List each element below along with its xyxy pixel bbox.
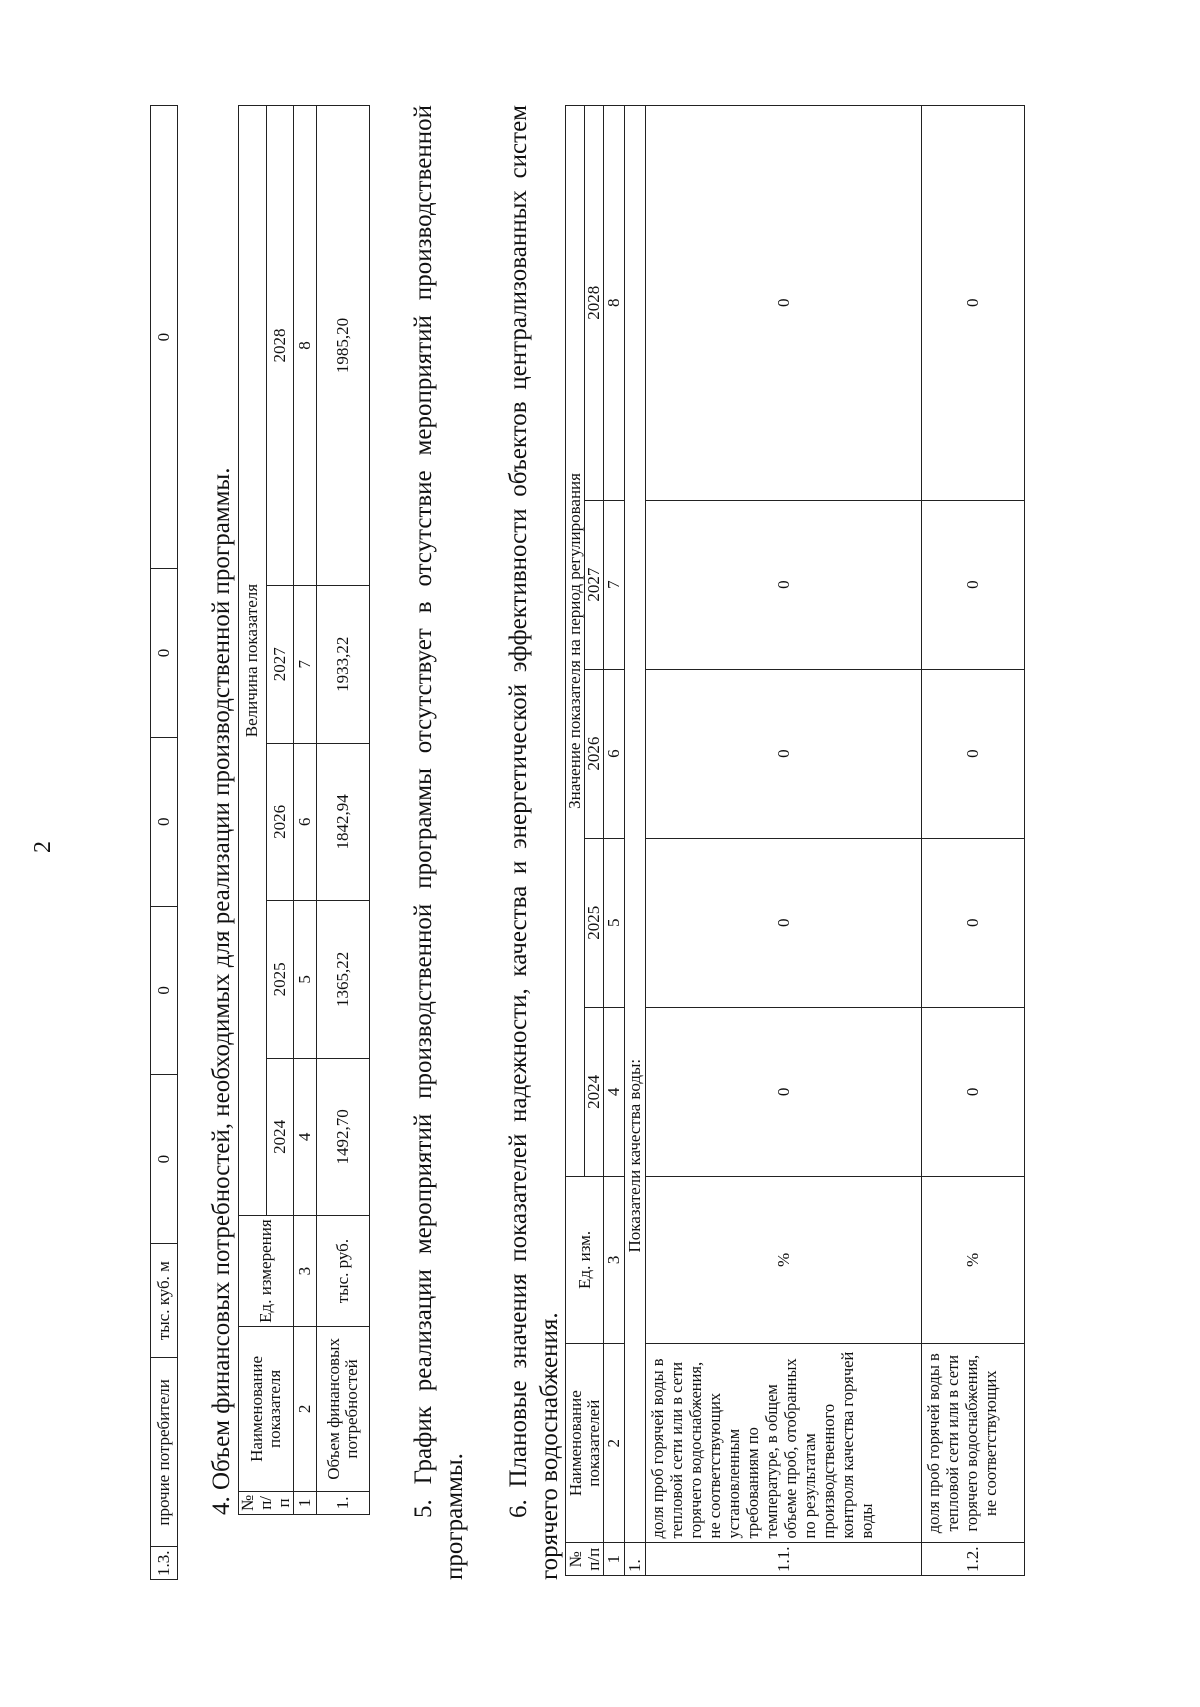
header-2025: 2025	[585, 838, 604, 1007]
index-cell: 6	[604, 669, 625, 838]
index-cell: 4	[294, 1058, 317, 1216]
index-cell: 7	[294, 586, 317, 744]
financial-needs-table	[238, 105, 370, 1515]
table-row	[317, 106, 370, 1515]
group-number: 1.	[625, 1543, 646, 1576]
header-number: № п/п	[566, 1543, 604, 1576]
row-name: Объем финансовых потребностей	[317, 1327, 370, 1492]
page-number: 2	[30, 841, 56, 853]
header-2028: 2028	[266, 106, 294, 586]
index-cell: 7	[604, 500, 625, 669]
index-cell: 8	[604, 106, 625, 501]
header-unit: Ед. измерения	[239, 1216, 294, 1327]
row-number: 1.	[317, 1491, 370, 1514]
section-6-heading: 6. Плановые значения показателей надежности, качества и энергетической эффективности объектов централизованных систем горячего водоснабжения.	[505, 105, 563, 1580]
header-group: Величина показателя	[239, 106, 267, 1216]
row-unit: %	[922, 1176, 1025, 1343]
value-2028: 1985,20	[317, 106, 370, 586]
index-cell: 3	[294, 1216, 317, 1327]
value-2026: 1842,94	[317, 743, 370, 901]
header-2027: 2027	[266, 586, 294, 744]
header-group: Значение показателя на период регулирования	[566, 106, 585, 1177]
value-2026: 0	[922, 669, 1025, 838]
row-name: доля проб горячей воды в тепловой сети или в сети горячего водоснабжения, не соответствующих	[922, 1343, 1025, 1543]
section-5-text: 5. График реализации мероприятий производственной программы отсутствует в отсутствие мероприятий производственной программы.	[410, 105, 468, 1580]
row-number: 1.1.	[646, 1543, 922, 1576]
value-2027: 0	[646, 500, 922, 669]
value-2025: 0	[151, 906, 178, 1075]
header-name: Наименование показателей	[566, 1343, 604, 1543]
row-unit: %	[646, 1176, 922, 1343]
row-number: 1.3.	[151, 1547, 178, 1580]
index-row	[604, 106, 625, 1576]
value-2024: 0	[646, 1007, 922, 1176]
row-name: прочие потребители	[151, 1358, 178, 1547]
index-cell: 6	[294, 743, 317, 901]
header-unit: Ед. изм.	[566, 1176, 604, 1343]
header-name: Наименование показателя	[239, 1327, 294, 1492]
header-2028: 2028	[585, 106, 604, 501]
index-cell: 5	[604, 838, 625, 1007]
group-row	[625, 106, 646, 1576]
index-cell: 2	[294, 1327, 317, 1492]
header-2024: 2024	[266, 1058, 294, 1216]
index-row	[294, 106, 317, 1515]
value-2024: 1492,70	[317, 1058, 370, 1216]
index-cell: 1	[294, 1491, 317, 1514]
value-2024: 0	[151, 1075, 178, 1244]
value-2024: 0	[922, 1007, 1025, 1176]
header-row	[239, 106, 267, 1515]
index-cell: 1	[604, 1543, 625, 1576]
value-2025: 0	[922, 838, 1025, 1007]
header-2026: 2026	[585, 669, 604, 838]
index-cell: 5	[294, 901, 317, 1059]
row-unit: тыс. руб.	[317, 1216, 370, 1327]
previous-table-fragment	[150, 105, 178, 1580]
group-label: Показатели качества воды:	[625, 106, 646, 1544]
quality-indicators-table	[565, 105, 1025, 1576]
value-2026: 0	[646, 669, 922, 838]
table-row	[151, 106, 178, 1580]
header-2024: 2024	[585, 1007, 604, 1176]
row-number: 1.2.	[922, 1543, 1025, 1576]
header-row	[566, 106, 585, 1576]
value-2027: 1933,22	[317, 586, 370, 744]
row-unit: тыс. куб. м	[151, 1243, 178, 1357]
value-2027: 0	[922, 500, 1025, 669]
index-cell: 2	[604, 1343, 625, 1543]
value-2026: 0	[151, 737, 178, 906]
header-2026: 2026	[266, 743, 294, 901]
rotated-content	[30, 100, 1170, 1580]
table-row	[646, 106, 922, 1576]
header-2025: 2025	[266, 901, 294, 1059]
header-number: № п/п	[239, 1491, 294, 1514]
table-row	[922, 106, 1025, 1576]
value-2025: 1365,22	[317, 901, 370, 1059]
header-2027: 2027	[585, 500, 604, 669]
row-name: доля проб горячей воды в тепловой сети или в сети горячего водоснабжения, не соответствующих установленным требованиям по температуре, в общем объеме проб, отобранных по результатам производственного контроля качества горячей воды	[646, 1343, 922, 1543]
value-2028: 0	[922, 106, 1025, 501]
value-2025: 0	[646, 838, 922, 1007]
index-cell: 8	[294, 106, 317, 586]
section-4-heading: 4. Объем финансовых потребностей, необходимых для реализации производственной программы.	[208, 467, 235, 1515]
index-cell: 3	[604, 1176, 625, 1343]
value-2027: 0	[151, 569, 178, 738]
value-2028: 0	[646, 106, 922, 501]
index-cell: 4	[604, 1007, 625, 1176]
value-2028: 0	[151, 106, 178, 569]
